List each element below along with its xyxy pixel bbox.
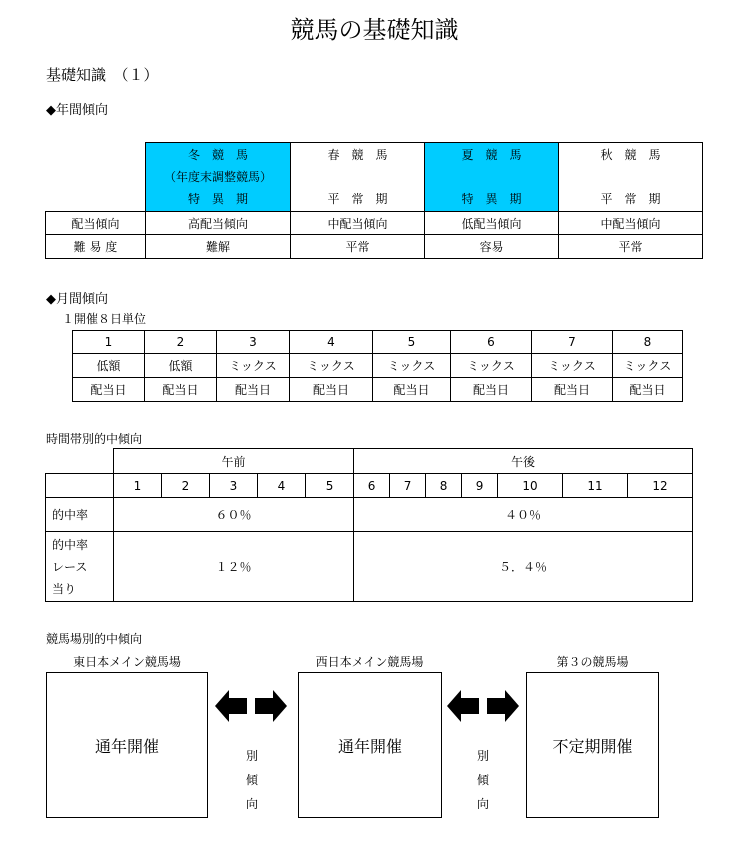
race-10: 10	[498, 474, 563, 498]
season-spring: 春 競 馬 平 常 期	[291, 143, 425, 212]
difficulty-summer: 容易	[425, 235, 559, 259]
season-autumn: 秋 競 馬 平 常 期	[559, 143, 703, 212]
difficulty-autumn: 平常	[559, 235, 703, 259]
annual-table	[45, 142, 703, 259]
difficulty-winter: 難解	[146, 235, 291, 259]
payout-day-2: 配当日	[145, 378, 217, 402]
type-5: ミックス	[373, 354, 451, 378]
payout-autumn: 中配当傾向	[559, 212, 703, 235]
double-arrow-icon	[215, 686, 287, 726]
east-venue-box: 通年開催	[46, 672, 208, 818]
third-venue-box: 不定期開催	[526, 672, 659, 818]
day-3: 3	[217, 331, 290, 354]
race-5: 5	[306, 474, 354, 498]
type-6: ミックス	[451, 354, 532, 378]
payout-day-1: 配当日	[73, 378, 145, 402]
race-9: 9	[462, 474, 498, 498]
race-4: 4	[258, 474, 306, 498]
race-7: 7	[390, 474, 426, 498]
per-race-pm: ５．４％	[354, 532, 693, 602]
payout-winter: 高配当傾向	[146, 212, 291, 235]
payout-day-6: 配当日	[451, 378, 532, 402]
west-venue-label: 西日本メイン競馬場	[315, 655, 424, 669]
monthly-table	[72, 330, 683, 402]
type-4: ミックス	[290, 354, 373, 378]
race-2: 2	[162, 474, 210, 498]
hit-rate-pm: ４０％	[354, 498, 693, 532]
section-heading: 基礎知識 （１）	[46, 66, 159, 84]
season-winter: 冬 競 馬 （年度末調整競馬） 特 異 期	[146, 143, 291, 212]
race-1: 1	[114, 474, 162, 498]
time-heading: 時間帯別的中傾向	[46, 432, 143, 446]
race-3: 3	[210, 474, 258, 498]
type-2: 低額	[145, 354, 217, 378]
race-label-blank	[46, 474, 114, 498]
monthly-heading: ◆月間傾向	[46, 292, 108, 307]
difficulty-spring: 平常	[291, 235, 425, 259]
hit-rate-am: ６０％	[114, 498, 354, 532]
race-12: 12	[628, 474, 693, 498]
type-1: 低額	[73, 354, 145, 378]
monthly-subheading: １開催８日単位	[62, 312, 147, 326]
am-header: 午前	[114, 449, 354, 474]
west-venue-box: 通年開催	[298, 672, 442, 818]
payout-day-7: 配当日	[532, 378, 613, 402]
per-race-am: １２％	[114, 532, 354, 602]
pm-header: 午後	[354, 449, 693, 474]
annual-corner	[46, 143, 146, 212]
time-table	[45, 448, 693, 602]
race-11: 11	[563, 474, 628, 498]
payout-summer: 低配当傾向	[425, 212, 559, 235]
type-8: ミックス	[613, 354, 683, 378]
annual-heading: ◆年間傾向	[46, 103, 108, 118]
day-4: 4	[290, 331, 373, 354]
row-label-payout: 配当傾向	[46, 212, 146, 235]
day-7: 7	[532, 331, 613, 354]
hit-rate-label: 的中率	[46, 498, 114, 532]
row-label-difficulty: 難 易 度	[46, 235, 146, 259]
day-8: 8	[613, 331, 683, 354]
third-venue-label: 第３の競馬場	[556, 655, 629, 669]
payout-spring: 中配当傾向	[291, 212, 425, 235]
type-3: ミックス	[217, 354, 290, 378]
venue-heading: 競馬場別的中傾向	[46, 632, 143, 646]
day-2: 2	[145, 331, 217, 354]
day-5: 5	[373, 331, 451, 354]
race-8: 8	[426, 474, 462, 498]
type-7: ミックス	[532, 354, 613, 378]
payout-day-3: 配当日	[217, 378, 290, 402]
payout-day-5: 配当日	[373, 378, 451, 402]
diff-tendency-label: 別 傾 向	[245, 749, 258, 811]
race-6: 6	[354, 474, 390, 498]
page-title: 競馬の基礎知識	[290, 16, 459, 44]
season-summer: 夏 競 馬 特 異 期	[425, 143, 559, 212]
double-arrow-icon	[447, 686, 519, 726]
day-1: 1	[73, 331, 145, 354]
per-race-label: 的中率 レース 当り	[46, 532, 114, 602]
payout-day-4: 配当日	[290, 378, 373, 402]
day-6: 6	[451, 331, 532, 354]
east-venue-label: 東日本メイン競馬場	[73, 655, 181, 669]
diff-tendency-label: 別 傾 向	[476, 749, 489, 811]
time-corner	[46, 449, 114, 474]
payout-day-8: 配当日	[613, 378, 683, 402]
